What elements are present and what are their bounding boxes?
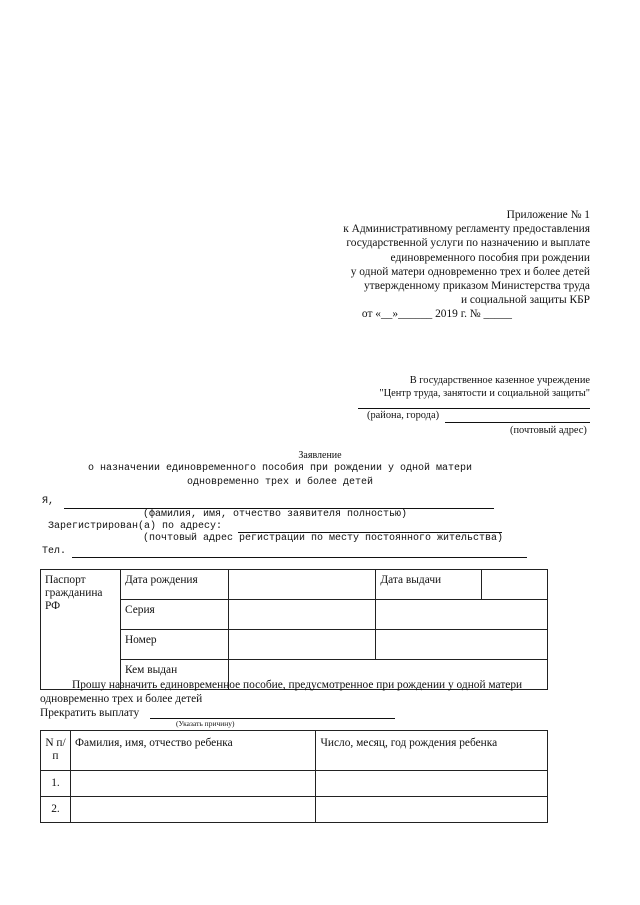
- child-name-cell[interactable]: [70, 771, 315, 797]
- appendix-line: у одной матери одновременно трех и более детей: [350, 265, 590, 278]
- registered-address-label: Зарегистрирован(а) по адресу:: [48, 521, 223, 532]
- document-subtitle: [0, 462, 560, 490]
- child-name-cell[interactable]: [70, 797, 315, 823]
- appendix-line: к Административному регламенту предоставления: [343, 223, 590, 236]
- column-header-child-name: Фамилия, имя, отчество ребенка: [70, 731, 315, 771]
- number-cell[interactable]: [228, 630, 376, 660]
- series-cell[interactable]: [228, 600, 376, 630]
- district-label: (района, города): [367, 410, 440, 421]
- addressee-line-2: "Центр труда, занятости и социальной защиты": [379, 388, 590, 399]
- issue-date-label: Дата выдачи: [376, 570, 482, 600]
- birth-date-label: Дата рождения: [120, 570, 228, 600]
- series-extra-cell[interactable]: [376, 600, 548, 630]
- subtitle-line-2: одновременно трех и более детей: [186, 477, 374, 488]
- appendix-line: утвержденному приказом Министерства труда: [363, 280, 590, 293]
- stop-payment-label: Прекратить выплату: [40, 707, 140, 719]
- number-extra-cell[interactable]: [376, 630, 548, 660]
- addressee-blank-line[interactable]: [358, 408, 590, 409]
- child-birth-cell[interactable]: [316, 771, 548, 797]
- phone-line[interactable]: [72, 557, 527, 558]
- column-header-birth-date: Число, месяц, год рождения ребенка: [316, 731, 548, 771]
- passport-table: [40, 569, 548, 690]
- postal-address-label: (почтовый адрес): [510, 425, 587, 436]
- child-birth-cell[interactable]: [316, 797, 548, 823]
- appendix-line: государственной услуги по назначению и выплате: [346, 237, 590, 250]
- appendix-line: единовременного пособия при рождении: [390, 251, 590, 264]
- applicant-name-hint: (фамилия, имя, отчество заявителя полностью): [143, 509, 408, 520]
- column-header-number: N п/п: [41, 731, 71, 771]
- registered-address-hint: (почтовый адрес регистрации по месту постоянного жительства): [143, 533, 504, 544]
- passport-section-label: Паспорт гражданина РФ: [41, 570, 121, 690]
- applicant-i-label: Я,: [42, 496, 55, 507]
- phone-label: Тел.: [42, 546, 67, 557]
- appendix-header: [343, 208, 590, 322]
- number-label: Номер: [120, 630, 228, 660]
- request-line-2: одновременно трех и более детей: [40, 693, 203, 705]
- children-table: [40, 730, 548, 823]
- table-row: [41, 797, 548, 823]
- addressee-block: [379, 374, 590, 400]
- row-number: 2.: [41, 797, 71, 823]
- reason-hint: (Указать причину): [176, 719, 235, 728]
- appendix-date-line: от «__»______ 2019 г. № _____: [361, 308, 512, 321]
- document-title: Заявление: [298, 450, 342, 461]
- addressee-line-1: В государственное казенное учреждение: [409, 375, 590, 386]
- table-row: [41, 771, 548, 797]
- issued-by-label: Кем выдан: [120, 660, 228, 690]
- request-line-1: Прошу назначить единовременное пособие, предусмотренное при рождении у одной матери: [72, 679, 523, 691]
- issue-date-cell[interactable]: [482, 570, 548, 600]
- appendix-line: Приложение № 1: [506, 209, 590, 221]
- district-blank-line[interactable]: [445, 422, 590, 423]
- row-number: 1.: [41, 771, 71, 797]
- birth-date-cell[interactable]: [228, 570, 376, 600]
- appendix-line: и социальной защиты КБР: [460, 294, 590, 307]
- series-label: Серия: [120, 600, 228, 630]
- subtitle-line-1: о назначении единовременного пособия при рождении у одной матери: [87, 463, 473, 474]
